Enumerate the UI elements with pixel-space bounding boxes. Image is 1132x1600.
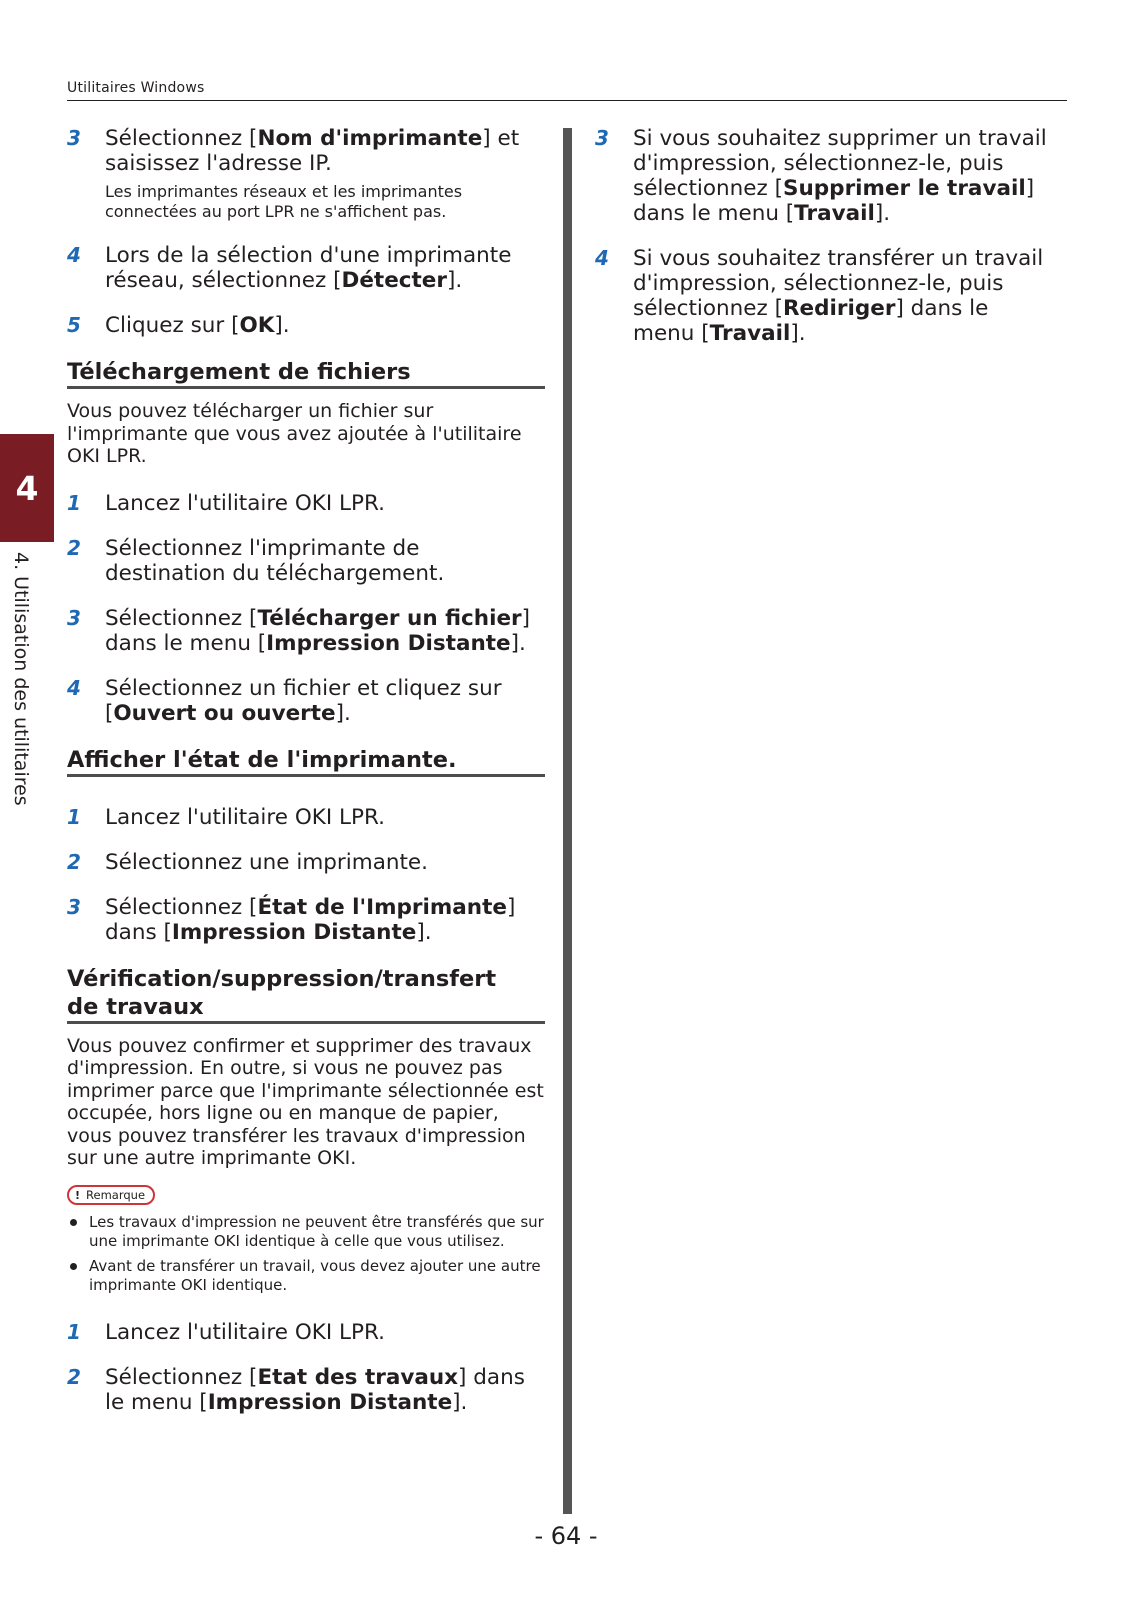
page-number: - 64 - (534, 1522, 598, 1550)
step-text: ]. (874, 201, 891, 226)
step-text: ]. (416, 919, 432, 945)
remark-list (67, 1213, 545, 1294)
dl-step-1 (67, 491, 545, 516)
dl-step-2 (67, 536, 545, 586)
menu-term: Travail (709, 321, 791, 346)
menu-term: Ouvert ou ouverte (113, 700, 336, 726)
step-3-printer-name (67, 126, 545, 222)
menu-term: Rediriger (783, 296, 896, 321)
step-text: Si vous souhaitez supprimer un travail d'impression, sélectionnez-le, puis sélectionnez [ (633, 126, 1047, 201)
step-number: 4 (67, 243, 81, 267)
step-text: Lancez l'utilitaire OKI LPR. (105, 804, 385, 830)
step-4-detect (67, 243, 545, 293)
jobs-step-2 (67, 1365, 545, 1415)
step-text: Sélectionnez [ (105, 605, 258, 631)
heading-line: Vérification/suppression/transfert (67, 965, 497, 992)
step-text: ] dans le menu [ (105, 605, 531, 656)
step-text: Sélectionnez une imprimante. (105, 849, 428, 875)
step-number: 1 (67, 490, 81, 515)
step-text: ]. (452, 1390, 468, 1415)
step-number: 3 (67, 894, 81, 919)
step-text: Lors de la sélection d'une imprimante réseau, sélectionnez [ (105, 243, 512, 293)
step-number: 4 (595, 246, 609, 270)
step-number: 4 (67, 675, 81, 700)
menu-term: Nom d'imprimante (257, 126, 483, 151)
column-divider (563, 128, 572, 1514)
step-text: Cliquez sur [ (105, 313, 240, 338)
remark-item: Avant de transférer un travail, vous devez ajouter une autre imprimante OKI identique. (67, 1257, 545, 1294)
chapter-vertical-title: 4. Utilisation des utilitaires (10, 552, 32, 806)
step-number: 2 (67, 1365, 81, 1389)
section-intro-jobs: Vous pouvez confirmer et supprimer des travaux d'impression. En outre, si vous ne pouvez pas imprimer parce que l'imprimante sélectionnée est occupée, hors ligne ou en manque de papier, vous pouvez transférer les travaux d'impression sur une autre imprimante OKI. (67, 1034, 544, 1169)
menu-term: État de l'Imprimante (257, 894, 507, 920)
step-text: Lancez l'utilitaire OKI LPR. (105, 490, 385, 516)
remark-label: Remarque (86, 1188, 146, 1202)
menu-term: OK (239, 313, 275, 338)
step-text: Sélectionnez [ (105, 894, 258, 920)
step-text: Sélectionnez [ (105, 1365, 258, 1390)
heading-line: de travaux (67, 993, 204, 1020)
step-note: Les imprimantes réseaux et les imprimantes connectées au port LPR ne s'affichent pas. (105, 182, 463, 221)
menu-term: Télécharger un fichier (257, 605, 522, 631)
step-text: ] dans le menu [ (633, 296, 989, 346)
step-text: ] dans le menu [ (105, 1365, 525, 1415)
step-number: 3 (595, 126, 609, 150)
jobs-step-4-redirect (595, 246, 1055, 346)
menu-term: Supprimer le travail (783, 176, 1026, 201)
section-heading-download: Téléchargement de fichiers (67, 358, 545, 389)
section-heading-jobs (67, 965, 545, 1024)
status-step-3 (67, 895, 545, 945)
header-rule (67, 100, 1067, 101)
menu-term: Impression Distante (266, 630, 511, 656)
menu-term: Impression Distante (207, 1390, 453, 1415)
section-heading-status: Afficher l'état de l'imprimante. (67, 746, 545, 777)
step-text: Sélectionnez un fichier et cliquez sur [ (105, 675, 502, 726)
step-number: 3 (67, 126, 81, 150)
step-number: 1 (67, 1320, 81, 1344)
step-number: 2 (67, 849, 81, 874)
remark-block (67, 1184, 545, 1295)
step-text: Si vous souhaitez transférer un travail d'impression, sélectionnez-le, puis sélectionnez [ (633, 246, 1044, 321)
step-number: 5 (67, 313, 81, 337)
step-number: 2 (67, 535, 81, 560)
section-intro-download: Vous pouvez télécharger un fichier sur l'imprimante que vous avez ajoutée à l'utilitaire OKI LPR. (67, 400, 522, 467)
status-step-2 (67, 850, 545, 875)
left-column (67, 126, 545, 1415)
step-number: 3 (67, 605, 81, 630)
right-column (595, 126, 1055, 346)
menu-term: Impression Distante (171, 919, 417, 945)
step-text: ] dans [ (105, 894, 516, 945)
step-text: ]. (274, 313, 290, 338)
jobs-step-3-delete (595, 126, 1055, 226)
step-number: 1 (67, 804, 81, 829)
step-text: ] et saisissez l'adresse IP. (105, 126, 520, 176)
menu-term: Détecter (341, 268, 447, 293)
remark-badge (67, 1185, 155, 1205)
jobs-step-1 (67, 1320, 545, 1345)
menu-term: Travail (794, 201, 875, 226)
chapter-tab: 4 (0, 434, 54, 542)
dl-step-4 (67, 676, 545, 726)
step-text: ]. (335, 700, 351, 726)
step-text: Sélectionnez l'imprimante de destination du téléchargement. (105, 535, 445, 586)
status-step-1 (67, 805, 545, 830)
menu-term: Etat des travaux (257, 1365, 459, 1390)
step-text: ]. (510, 630, 526, 656)
step-5-ok (67, 313, 545, 338)
step-text: ]. (447, 268, 463, 293)
step-text: ] dans le menu [ (633, 176, 1035, 226)
dl-step-3 (67, 606, 545, 656)
step-text: Sélectionnez [ (105, 126, 258, 151)
remark-item: Les travaux d'impression ne peuvent être transférés que sur une imprimante OKI identique à celle que vous utilisez. (67, 1213, 545, 1250)
exclamation-icon: ! (75, 1188, 81, 1202)
step-text: Lancez l'utilitaire OKI LPR. (105, 1320, 385, 1345)
step-text: ]. (790, 321, 806, 346)
running-header: Utilitaires Windows (67, 80, 205, 96)
